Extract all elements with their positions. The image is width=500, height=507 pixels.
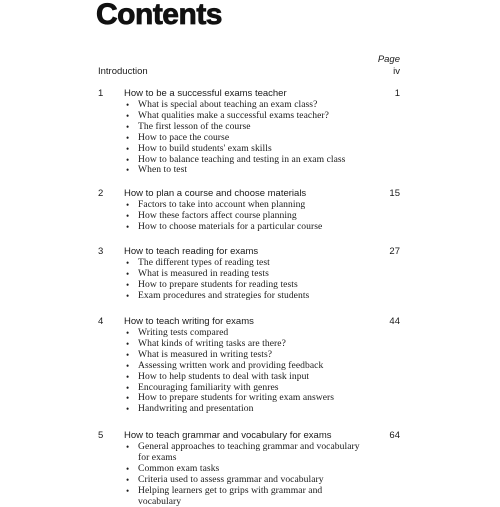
chapter-page: 15 [389, 188, 400, 199]
bullet-icon: • [126, 463, 130, 474]
list-item-text: How to choose materials for a particular course [138, 220, 323, 232]
bullet-icon: • [126, 268, 130, 279]
list-item-text: Exam procedures and strategies for students [138, 289, 310, 301]
bullet-icon: • [126, 258, 130, 268]
chapter-number: 4 [98, 316, 104, 327]
chapter-entry [98, 246, 400, 302]
chapter-page: 44 [389, 316, 400, 327]
list-item-text: The first lesson of the course [138, 120, 251, 132]
list-item-text: Writing tests compared [138, 327, 229, 338]
bullet-icon: • [126, 110, 130, 121]
bullet-icon: • [126, 485, 130, 496]
bullet-icon: • [126, 154, 130, 165]
list-item-text: What is measured in reading tests [138, 267, 269, 279]
list-item-text: Assessing written work and providing feedback [138, 359, 324, 371]
introduction-page: iv [393, 66, 400, 77]
list-item [98, 486, 400, 507]
list-item [98, 222, 400, 233]
bullet-icon: • [126, 349, 130, 360]
bullet-icon: • [126, 210, 130, 221]
bullet-icon: • [126, 382, 130, 393]
chapter-title: How to teach writing for exams [124, 316, 254, 327]
list-item [98, 133, 400, 144]
bullet-icon: • [126, 132, 130, 143]
bullet-icon: • [126, 200, 130, 210]
list-item [98, 291, 400, 302]
chapter-entry [98, 88, 400, 176]
chapter-title: How to teach reading for exams [124, 246, 259, 257]
bullet-icon: • [126, 121, 130, 132]
chapter-title: How to teach grammar and vocabulary for exams [124, 430, 332, 441]
list-item [98, 361, 400, 372]
list-item-text: Common exam tasks [138, 462, 220, 474]
bullet-icon: • [126, 100, 130, 110]
chapter-number: 3 [98, 246, 104, 257]
bullet-icon: • [126, 404, 130, 415]
list-item-text: What is special about teaching an exam class? [138, 99, 318, 110]
topic-list [98, 258, 400, 302]
list-item-text: How to pace the course [138, 131, 230, 143]
list-item [98, 372, 400, 383]
introduction-entry[interactable] [98, 66, 400, 78]
bullet-icon: • [126, 165, 130, 176]
chapter-number: 1 [98, 88, 104, 99]
list-item [98, 404, 400, 415]
topic-list [98, 200, 400, 233]
chapter-page: 64 [389, 430, 400, 441]
list-item-text: Encouraging familiarity with genres [138, 381, 279, 393]
chapter-entry [98, 430, 400, 507]
chapter-page: 27 [389, 246, 400, 257]
chapter-number: 5 [98, 430, 104, 441]
bullet-icon: • [126, 474, 130, 485]
list-item-text: Criteria used to assess grammar and vocabulary [138, 473, 324, 485]
bullet-icon: • [126, 338, 130, 349]
chapter-number: 2 [98, 188, 104, 199]
list-item-text: What kinds of writing tasks are there? [138, 337, 286, 349]
bullet-icon: • [126, 393, 130, 404]
list-item [98, 144, 400, 155]
list-item-text: The different types of reading test [138, 257, 270, 268]
list-item-text: How to prepare students for writing exam answers [138, 392, 335, 404]
bullet-icon: • [126, 442, 130, 452]
list-item-text: Helping learners get to grips with grammar and vocabulary [138, 484, 323, 507]
chapter-title: How to be a successful exams teacher [124, 88, 287, 99]
list-item-text: When to test [138, 164, 188, 176]
list-item-text: How to build students' exam skills [138, 142, 272, 154]
bullet-icon: • [126, 290, 130, 301]
list-item-text: How to prepare students for reading tests [138, 278, 298, 290]
bullet-icon: • [126, 143, 130, 154]
list-item-text: How to balance teaching and testing in an exam class [138, 153, 346, 165]
introduction-label: Introduction [98, 66, 148, 77]
chapter-entry [98, 316, 400, 415]
list-item-text: Factors to take into account when planning [138, 199, 306, 210]
topic-list [98, 442, 400, 507]
list-item-text: General approaches to teaching grammar and vocabulary for exams [138, 441, 360, 463]
page-column-label: Page [377, 54, 400, 65]
chapter-entry [98, 188, 400, 233]
bullet-icon: • [126, 221, 130, 232]
chapter-title: How to plan a course and choose materials [124, 188, 307, 199]
bullet-icon: • [126, 360, 130, 371]
list-item-text: What qualities make a successful exams teacher? [138, 109, 329, 121]
list-item-text: How these factors affect course planning [138, 209, 297, 221]
page-title: Contents [96, 0, 222, 31]
list-item [98, 165, 400, 176]
bullet-icon: • [126, 371, 130, 382]
list-item-text: How to help students to deal with task input [138, 370, 310, 382]
chapter-page: 1 [394, 88, 400, 99]
bullet-icon: • [126, 279, 130, 290]
list-item-text: What is measured in writing tests? [138, 348, 273, 360]
topic-list [98, 100, 400, 176]
list-item [98, 442, 400, 464]
list-item [98, 475, 400, 486]
list-item-text: Handwriting and presentation [138, 403, 254, 415]
bullet-icon: • [126, 328, 130, 338]
topic-list [98, 328, 400, 415]
